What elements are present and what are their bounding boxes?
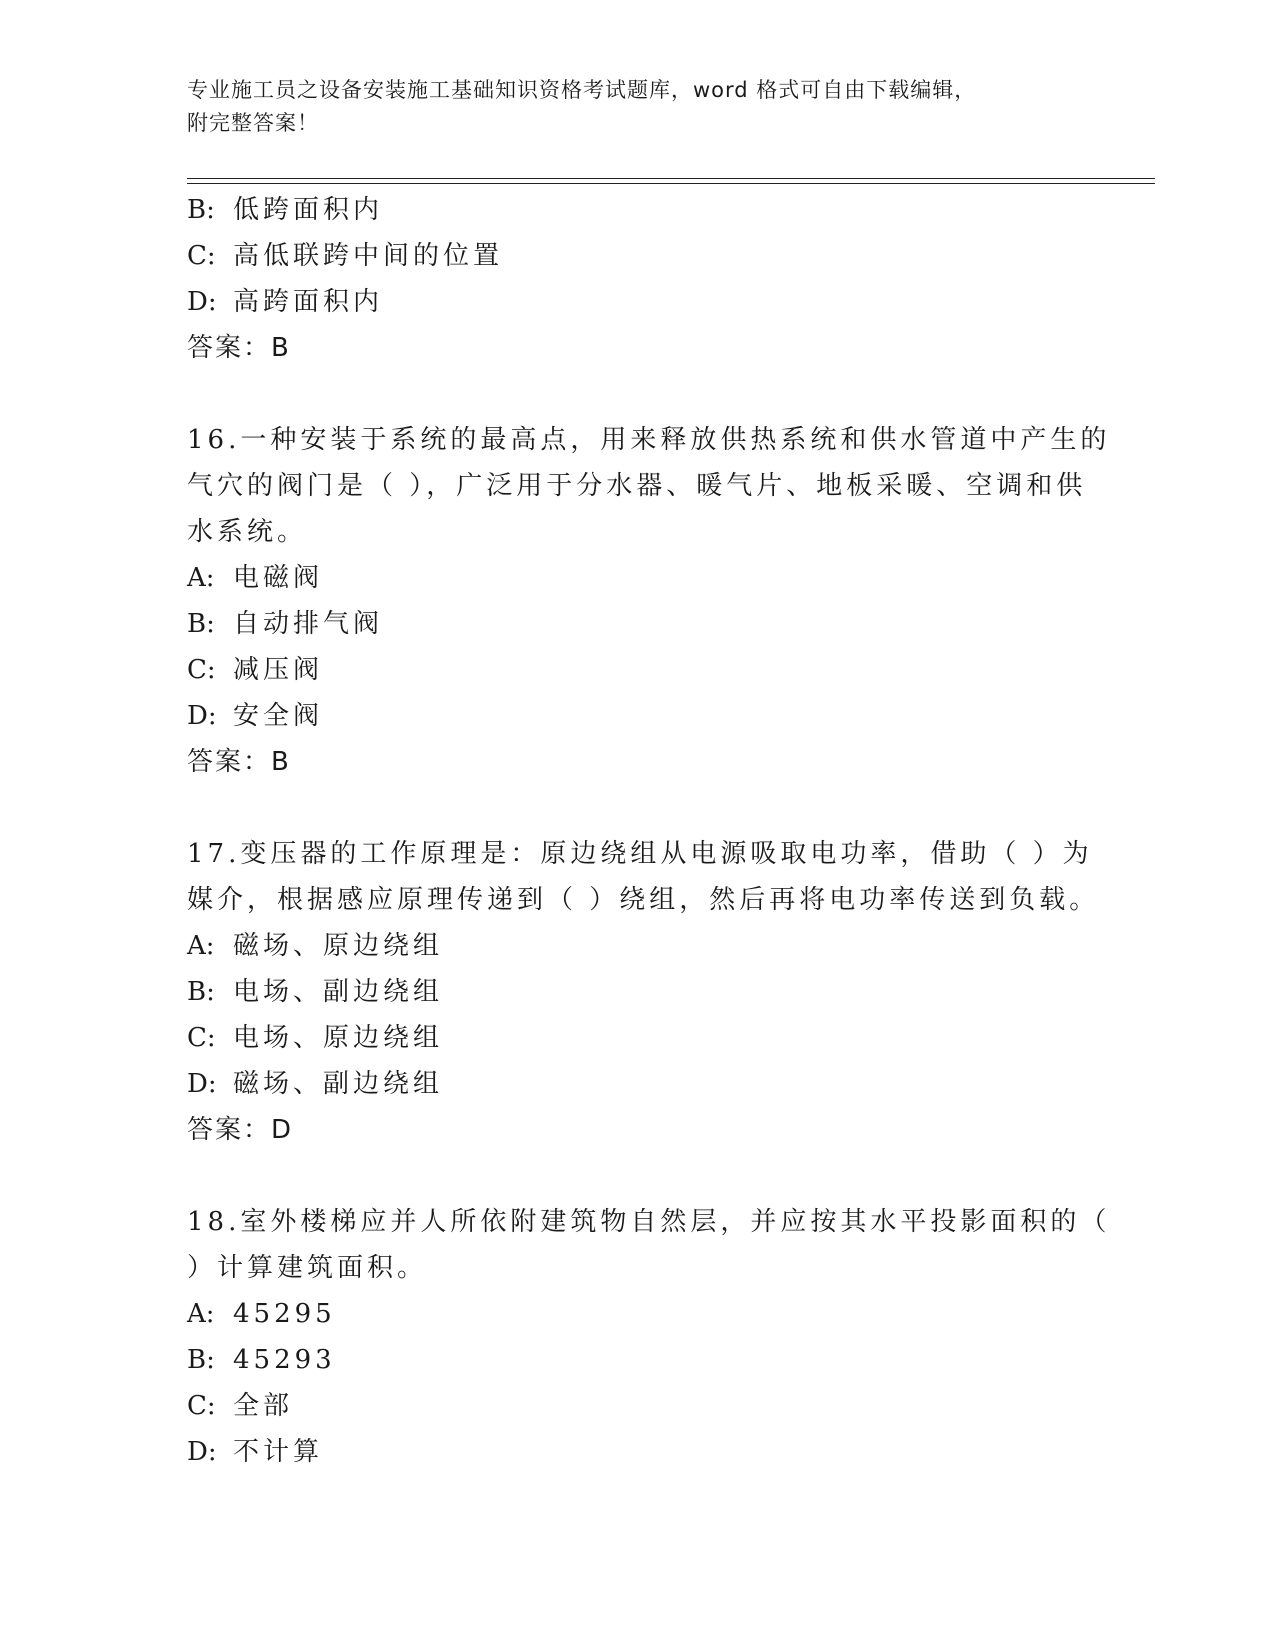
option-b — [187, 187, 1087, 233]
question-18 — [187, 1199, 1111, 1475]
option-key: C: — [187, 1391, 216, 1421]
header-line-2: 附完整答案！ — [187, 111, 319, 135]
answer: 答案：B — [187, 333, 291, 363]
option-text: 低跨面积内 — [233, 195, 384, 225]
option-key: A: — [187, 931, 215, 961]
option-a — [187, 923, 1087, 969]
option-text: 安全阀 — [233, 701, 324, 731]
option-b — [187, 601, 1087, 647]
option-text: 全部 — [233, 1391, 294, 1421]
answer: 答案：D — [187, 1115, 294, 1145]
question-text-line: 16.一种安装于系统的最高点，用来释放供热系统和供水管道中产生的 — [187, 425, 1111, 455]
option-text: 电场、原边绕组 — [233, 1023, 444, 1053]
option-key: A: — [187, 1299, 215, 1329]
option-key: D: — [187, 701, 217, 731]
prev-question — [187, 187, 1087, 371]
option-text: 不计算 — [233, 1437, 324, 1467]
question-text-line: 17.变压器的工作原理是：原边绕组从电源吸取电功率，借助（ ）为 — [187, 839, 1093, 869]
option-c — [187, 1015, 1087, 1061]
option-text: 高低联跨中间的位置 — [233, 241, 504, 271]
option-key: B: — [187, 609, 215, 639]
option-text: 电场、副边绕组 — [233, 977, 444, 1007]
option-text: 电磁阀 — [233, 563, 324, 593]
option-key: B: — [187, 195, 215, 225]
option-c — [187, 1383, 1087, 1429]
option-c — [187, 233, 1087, 279]
option-d — [187, 1061, 1087, 1107]
option-d — [187, 279, 1087, 325]
question-text-line: ）计算建筑面积。 — [187, 1253, 428, 1283]
header-rule-top — [187, 178, 1155, 179]
option-key: A: — [187, 563, 215, 593]
option-text: 减压阀 — [233, 655, 324, 685]
option-d — [187, 1429, 1087, 1475]
option-key: C: — [187, 241, 216, 271]
option-d — [187, 693, 1087, 739]
question-17 — [187, 831, 1100, 1153]
header-line-1: 专业施工员之设备安装施工基础知识资格考试题库，word 格式可自由下载编辑， — [187, 78, 977, 102]
option-key: D: — [187, 1069, 217, 1099]
option-key: D: — [187, 1437, 217, 1467]
header-rule-bottom — [187, 183, 1155, 184]
option-key: C: — [187, 655, 216, 685]
question-16 — [187, 417, 1111, 785]
option-text: 磁场、原边绕组 — [233, 931, 444, 961]
question-content — [187, 187, 1111, 1475]
option-b — [187, 969, 1087, 1015]
option-text: 高跨面积内 — [233, 287, 384, 317]
option-a — [187, 1291, 1087, 1337]
option-text: 45293 — [233, 1345, 336, 1375]
option-text: 45295 — [233, 1299, 336, 1329]
answer: 答案：B — [187, 747, 291, 777]
option-text: 自动排气阀 — [233, 609, 384, 639]
document-header — [187, 74, 1087, 140]
option-key: D: — [187, 287, 217, 317]
option-text: 磁场、副边绕组 — [233, 1069, 444, 1099]
option-c — [187, 647, 1087, 693]
option-key: C: — [187, 1023, 216, 1053]
option-key: B: — [187, 1345, 215, 1375]
question-text-line: 媒介，根据感应原理传递到（ ）绕组，然后再将电功率传送到负载。 — [187, 885, 1100, 915]
option-a — [187, 555, 1087, 601]
question-text-line: 18.室外楼梯应并人所依附建筑物自然层，并应按其水平投影面积的（ — [187, 1207, 1111, 1237]
question-text-line: 水系统。 — [187, 517, 308, 547]
question-text-line: 气穴的阀门是（ ），广泛用于分水器、暖气片、地板采暖、空调和供 — [187, 471, 1087, 501]
option-key: B: — [187, 977, 215, 1007]
option-b — [187, 1337, 1087, 1383]
